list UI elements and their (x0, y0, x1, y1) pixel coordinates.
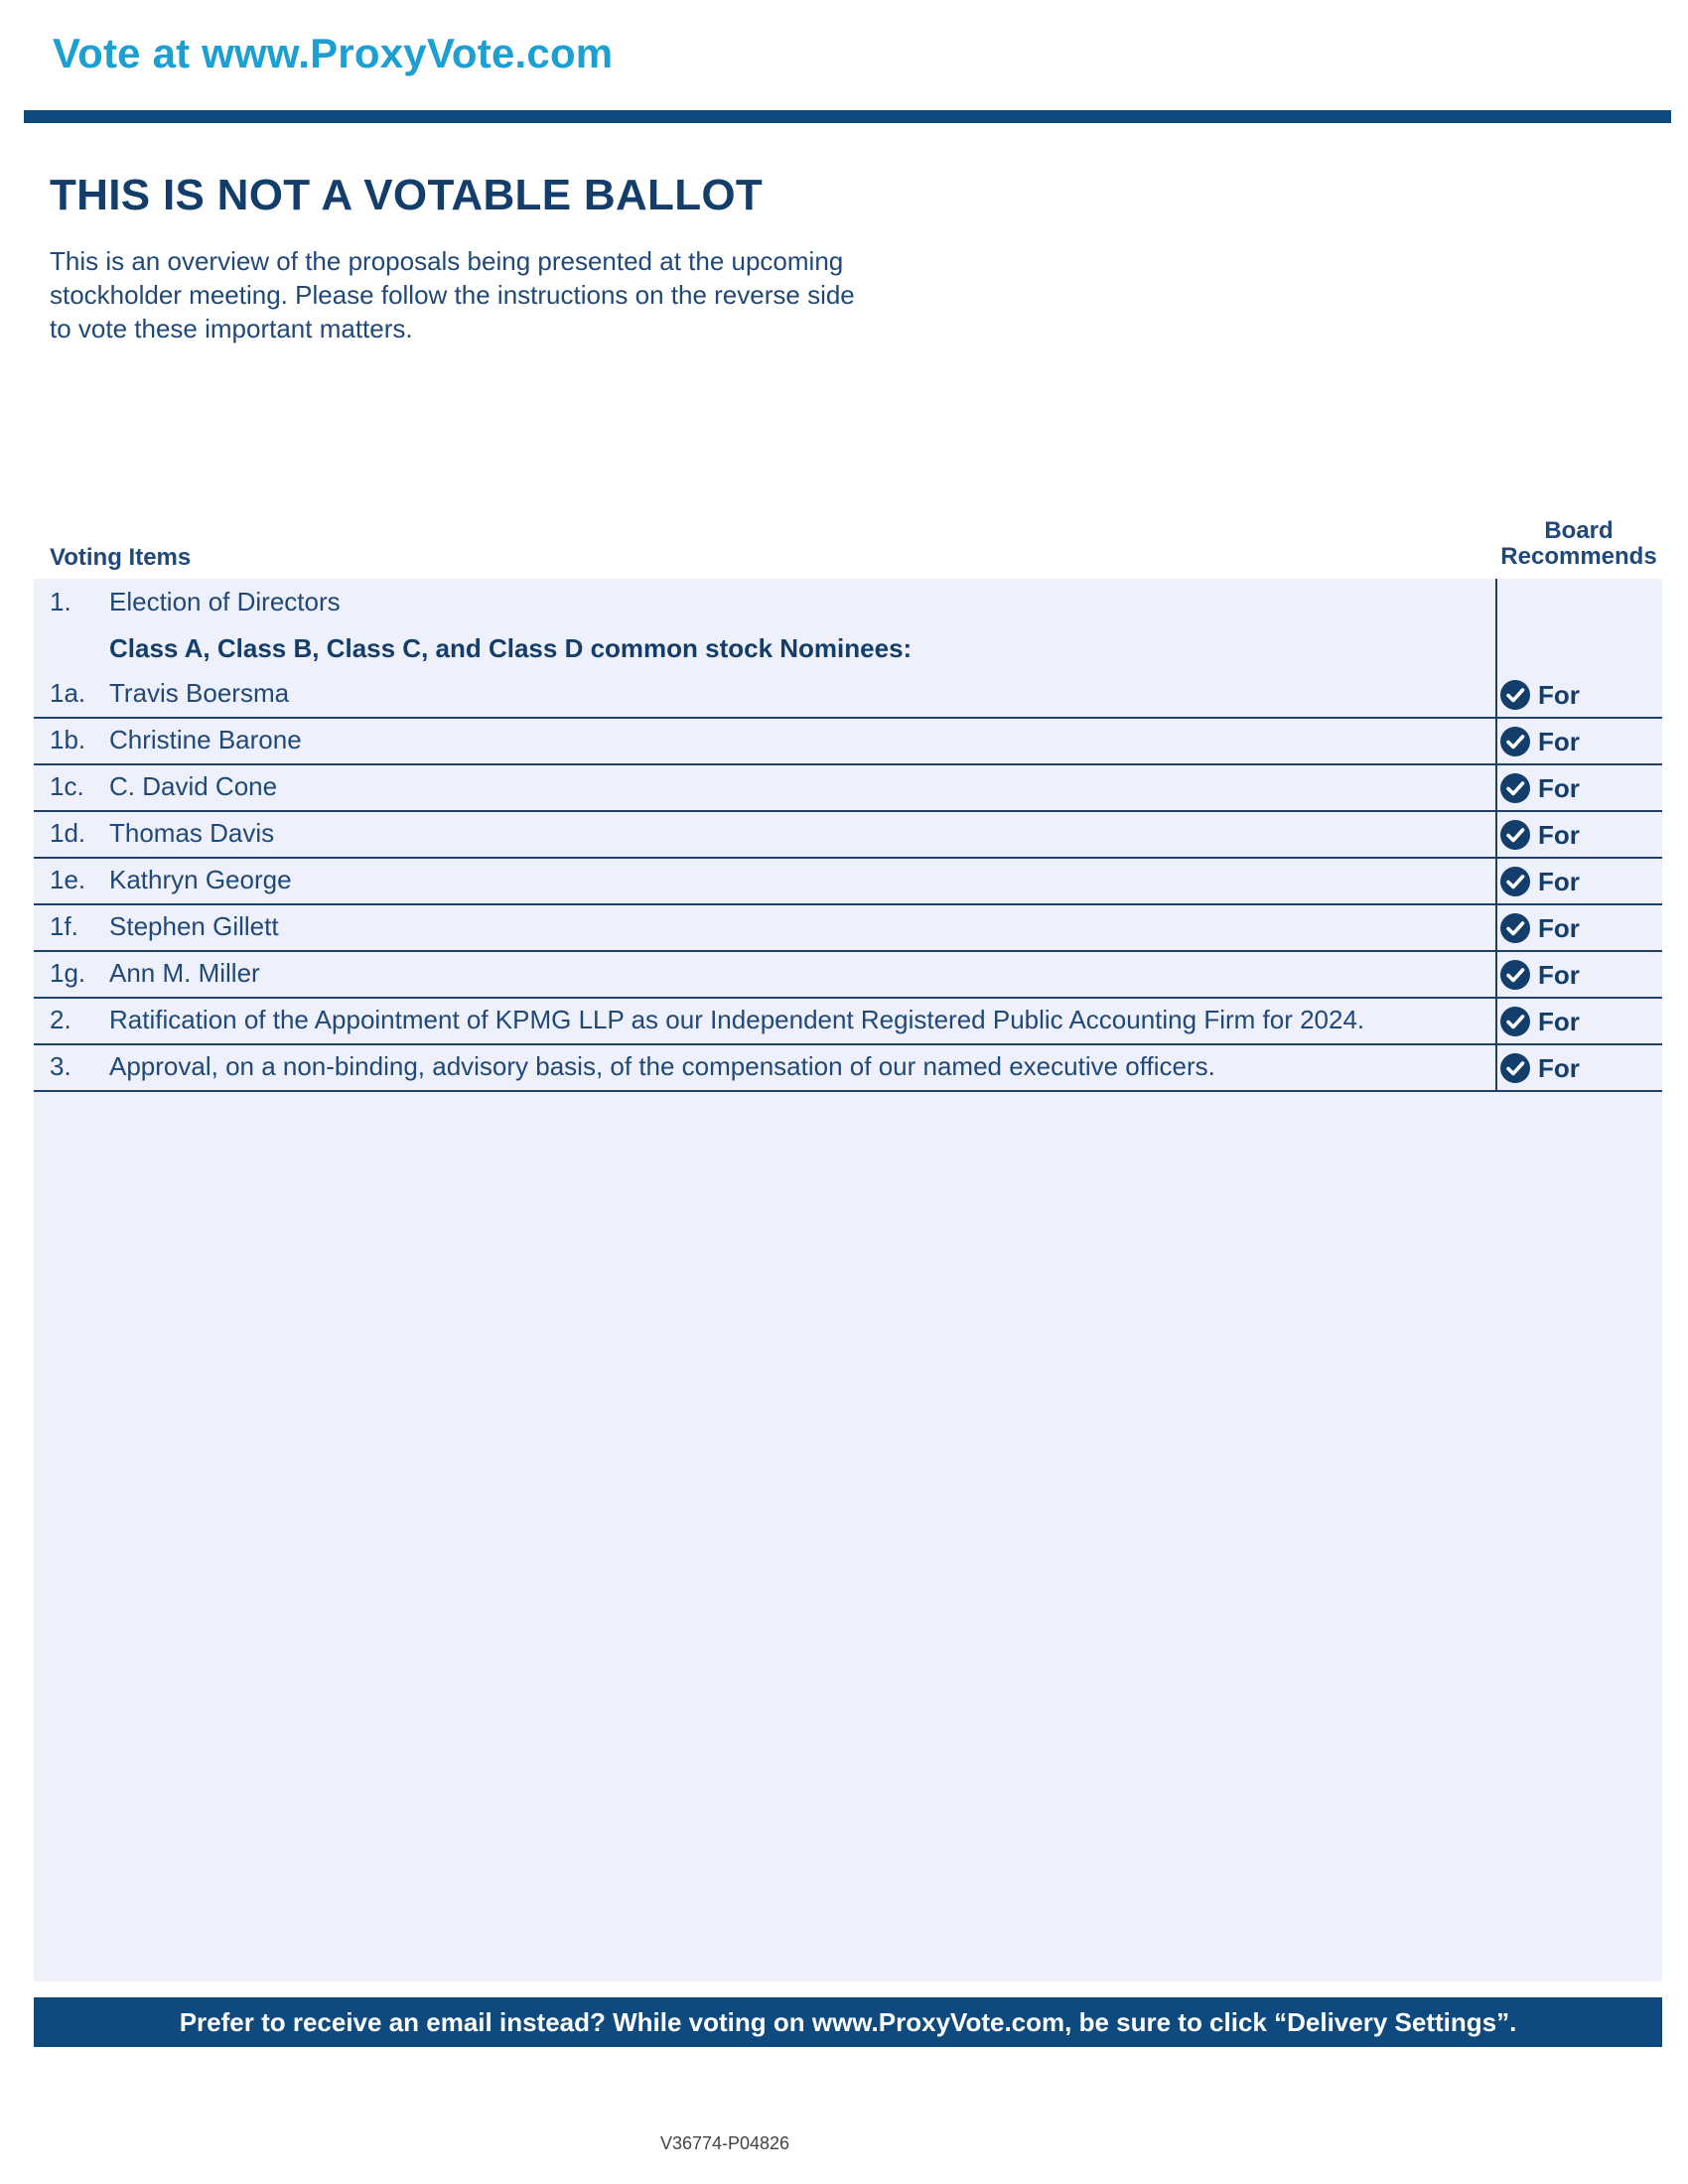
item-number: 1d. (50, 818, 86, 848)
intro-text: This is an overview of the proposals being presented at the upcoming stockholder meeting. Please follow the instructions on the reverse side to vote these important matters. (50, 246, 855, 343)
item-description: Ann M. Miller (109, 958, 260, 988)
board-recommends-line1: Board (1544, 517, 1614, 544)
voting-table (34, 579, 1662, 1092)
check-circle-icon (1499, 912, 1531, 944)
board-recommendation (1499, 912, 1580, 944)
voting-items-header: Voting Items (50, 544, 192, 571)
recommendation-label: For (1538, 1006, 1580, 1036)
header-rule (24, 110, 1671, 123)
proxyvote-link[interactable]: Vote at www.ProxyVote.com (53, 30, 614, 76)
recommendation-label: For (1538, 772, 1580, 803)
check-circle-icon (1499, 866, 1531, 897)
recommendation-label: For (1538, 959, 1580, 990)
item-number: 1. (50, 587, 71, 616)
item-number: 1g. (50, 958, 86, 988)
item-description: Thomas Davis (109, 818, 275, 848)
item-number: 2. (50, 1005, 71, 1034)
item-number: 1c. (50, 771, 84, 801)
item-description: Travis Boersma (109, 678, 290, 708)
page-title: THIS IS NOT A VOTABLE BALLOT (50, 171, 764, 219)
recommendation-label: For (1538, 679, 1580, 710)
board-recommendation (1499, 679, 1580, 711)
item-description: Stephen Gillett (109, 911, 279, 941)
item-number: 1a. (50, 678, 86, 708)
board-recommendation (1499, 866, 1580, 897)
recommendation-label: For (1538, 726, 1580, 756)
check-circle-icon (1499, 959, 1531, 991)
document-code: V36774-P04826 (659, 2133, 790, 2153)
table-row (34, 625, 1662, 672)
recommendation-label: For (1538, 1052, 1580, 1083)
recommendation-label: For (1538, 912, 1580, 943)
check-circle-icon (1499, 726, 1531, 757)
item-number: 3. (50, 1051, 71, 1081)
item-number: 1e. (50, 865, 86, 894)
check-circle-icon (1499, 1006, 1531, 1037)
board-recommends-header (1489, 518, 1668, 570)
item-description: Ratification of the Appointment of KPMG LLP as our Independent Registered Public Accounting Firm for 2024. (109, 1005, 1365, 1034)
table-row (34, 812, 1662, 859)
board-recommendation (1499, 726, 1580, 757)
board-recommendation (1499, 1052, 1580, 1084)
item-description: Approval, on a non-binding, advisory basis, of the compensation of our named executive officers. (109, 1051, 1215, 1081)
table-row (34, 905, 1662, 952)
check-circle-icon (1499, 679, 1531, 711)
board-recommendation (1499, 959, 1580, 991)
table-row (34, 952, 1662, 999)
table-row (34, 719, 1662, 765)
table-row (34, 1045, 1662, 1092)
delivery-settings-banner: Prefer to receive an email instead? While voting on www.ProxyVote.com, be sure to click “Delivery Settings”. (34, 1997, 1662, 2047)
table-row (34, 672, 1662, 719)
item-description: Election of Directors (109, 587, 341, 616)
table-row (34, 859, 1662, 905)
board-recommends-line2: Recommends (1500, 543, 1657, 570)
table-row (34, 999, 1662, 1045)
check-circle-icon (1499, 772, 1531, 804)
item-description: Kathryn George (109, 865, 292, 894)
table-row (34, 579, 1662, 625)
item-description: Christine Barone (109, 725, 302, 754)
board-recommendation (1499, 1006, 1580, 1037)
board-recommendation (1499, 772, 1580, 804)
table-row (34, 765, 1662, 812)
item-description: C. David Cone (109, 771, 278, 801)
recommendation-label: For (1538, 819, 1580, 850)
check-circle-icon (1499, 819, 1531, 851)
recommendation-label: For (1538, 866, 1580, 896)
check-circle-icon (1499, 1052, 1531, 1084)
board-recommendation (1499, 819, 1580, 851)
item-number: 1f. (50, 911, 78, 941)
nominee-class-heading: Class A, Class B, Class C, and Class D common stock Nominees: (109, 633, 913, 663)
item-number: 1b. (50, 725, 86, 754)
